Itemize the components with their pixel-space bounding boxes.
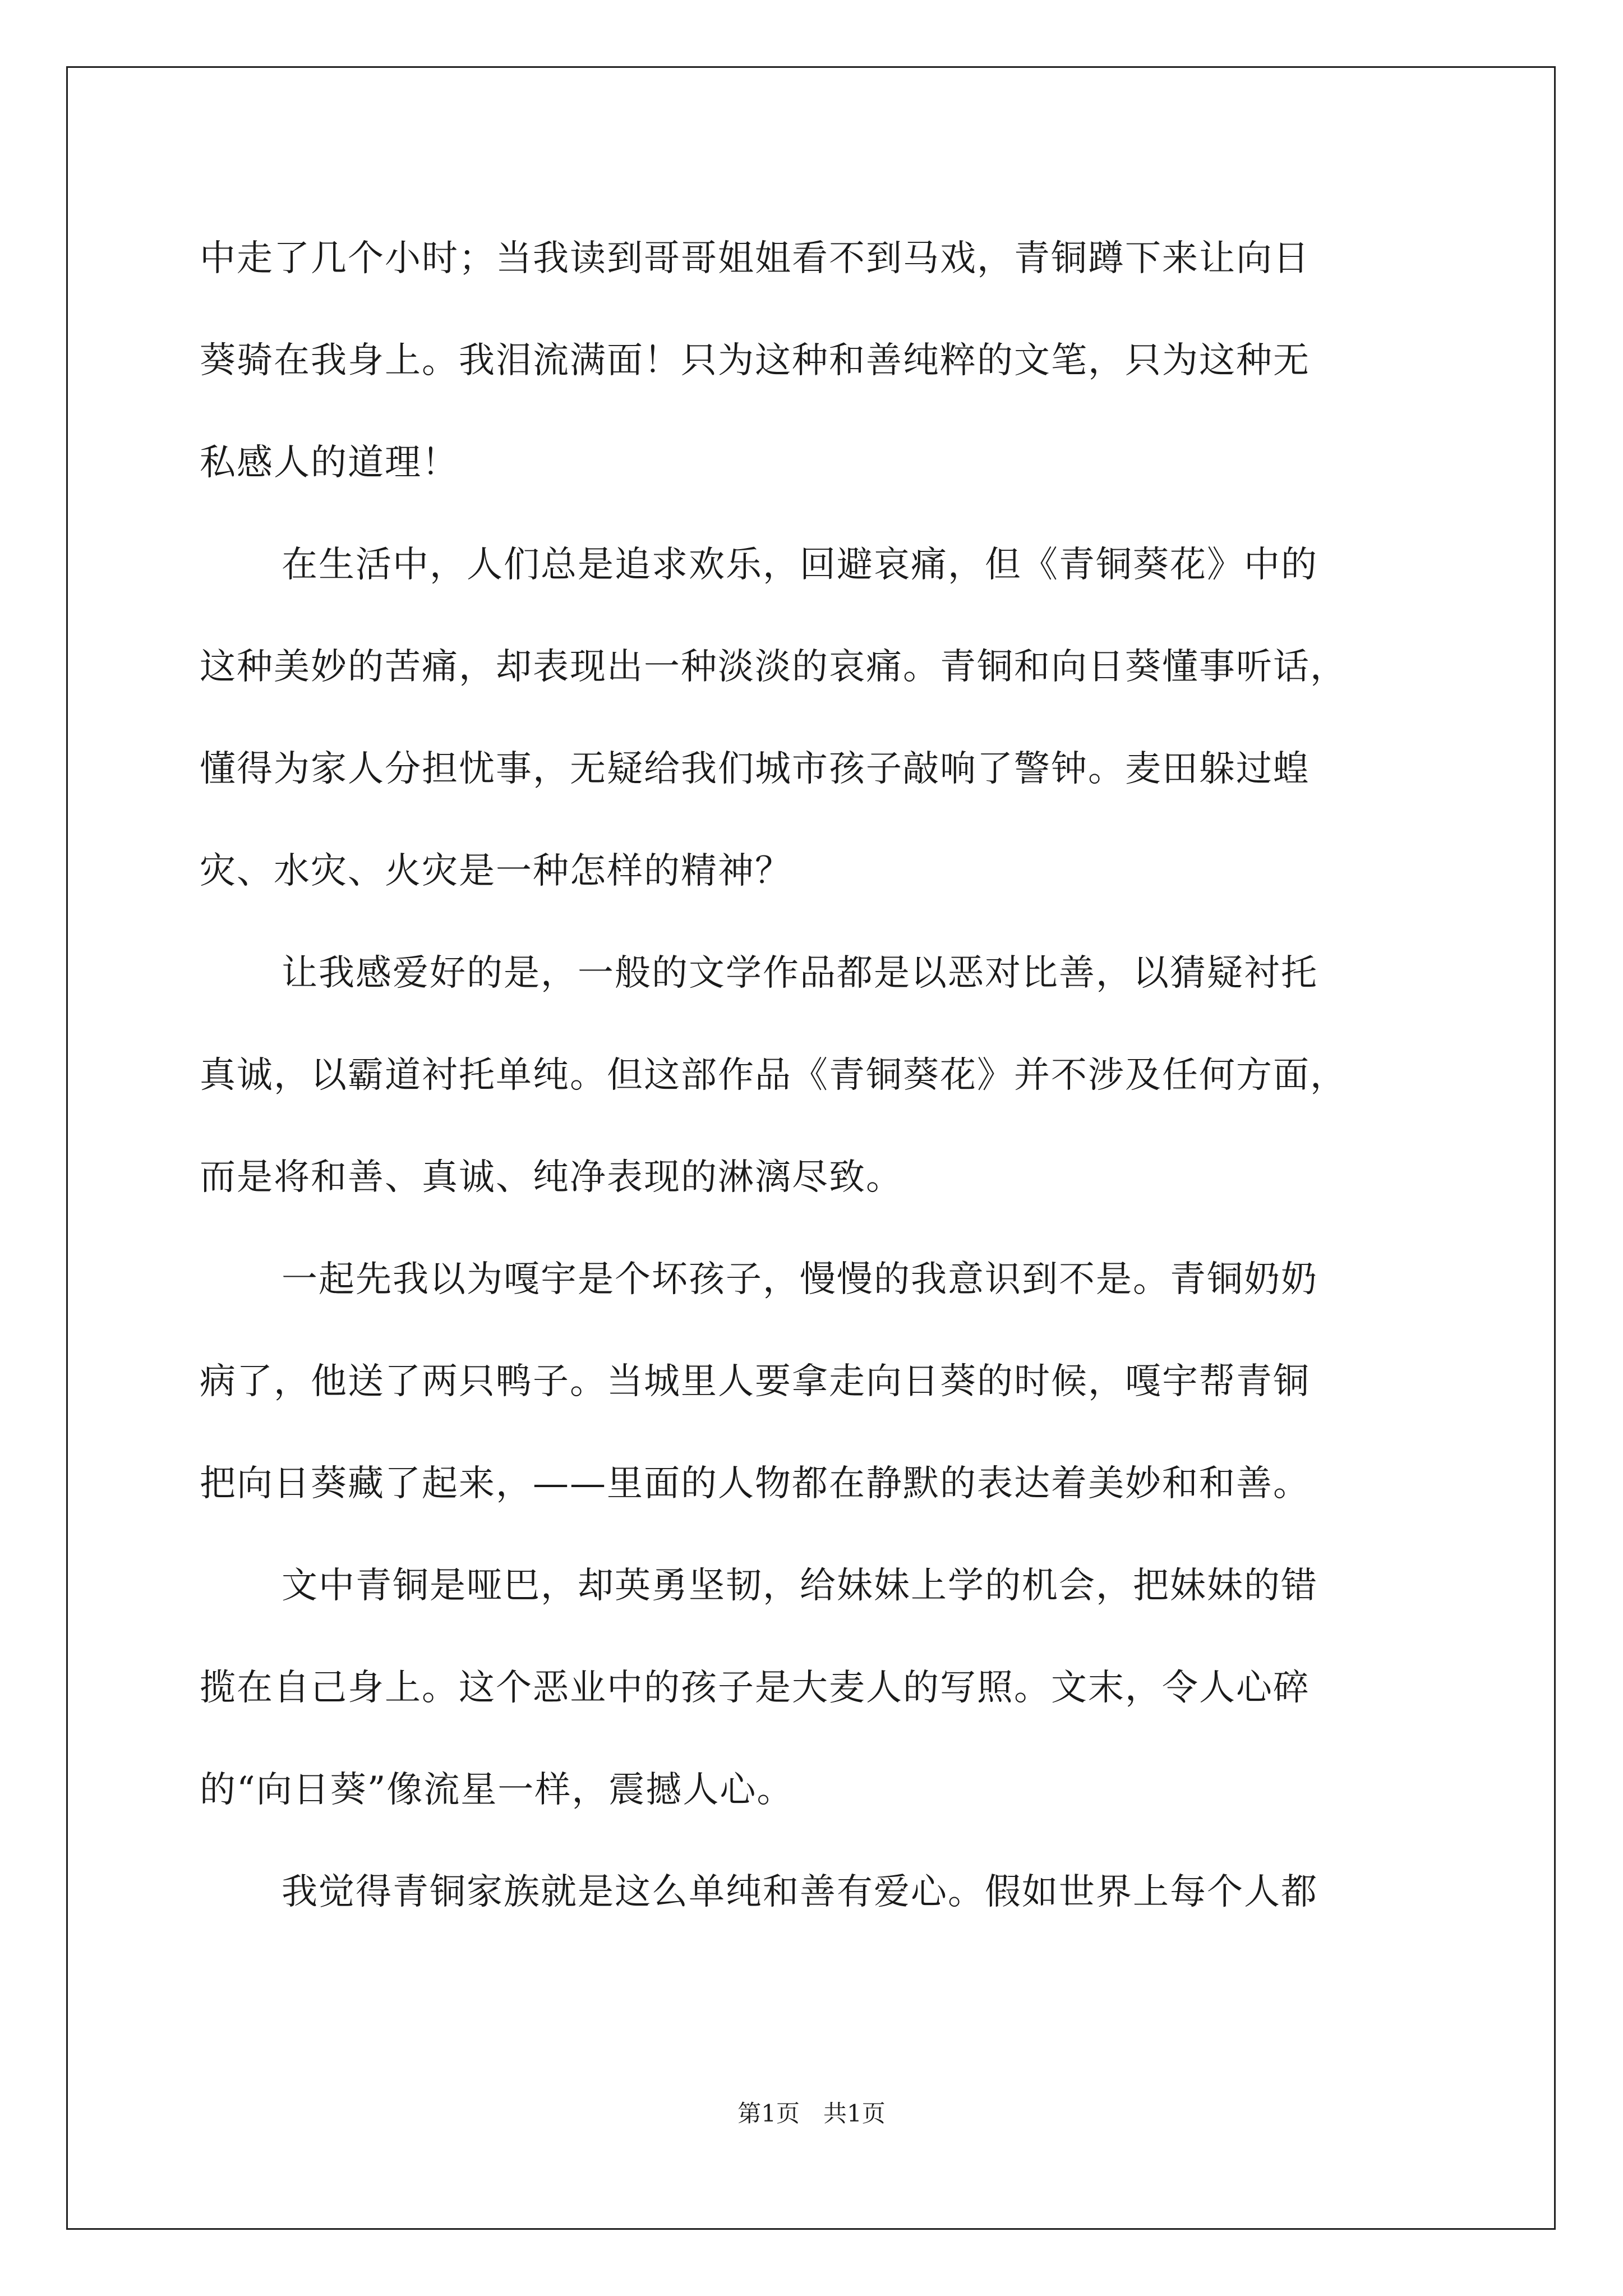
document-body	[200, 208, 1433, 1943]
text-line: 这种美妙的苦痛，却表现出一种淡淡的哀痛。青铜和向日葵懂事听话，	[200, 646, 1347, 688]
text-line: 病了，他送了两只鸭子。当城里人要拿走向日葵的时候，嘎宇帮青铜	[200, 1361, 1310, 1402]
text-line: 中走了几个小时；当我读到哥哥姐姐看不到马戏，青铜蹲下来让向日	[200, 238, 1310, 279]
text-line: 葵骑在我身上。我泪流满面！只为这种和善纯粹的文笔，只为这种无	[200, 340, 1310, 381]
text-line: 灾、水灾、火灾是一种怎样的精神？	[200, 850, 792, 892]
text-line: 真诚，以霸道衬托单纯。但这部作品《青铜葵花》并不涉及任何方面，	[200, 1055, 1347, 1096]
paragraph	[200, 514, 1433, 922]
text-line: 我觉得青铜家族就是这么单纯和善有爱心。假如世界上每个人都	[282, 1871, 1318, 1913]
text-line: 揽在自己身上。这个恶业中的孩子是大麦人的写照。文末，令人心碎	[200, 1667, 1310, 1709]
page-number-footer: 第1页 共1页	[737, 2100, 886, 2127]
text-line: 而是将和善、真诚、纯净表现的淋漓尽致。	[200, 1157, 903, 1198]
paragraph	[200, 208, 1433, 514]
text-line: 让我感爱好的是，一般的文学作品都是以恶对比善，以猜疑衬托	[282, 953, 1318, 994]
text-line: 的“向日葵”像流星一样，震撼人心。	[200, 1769, 794, 1811]
text-line: 一起先我以为嘎宇是个坏孩子，慢慢的我意识到不是。青铜奶奶	[282, 1259, 1318, 1300]
text-line: 懂得为家人分担忧事，无疑给我们城市孩子敲响了警钟。麦田躲过蝗	[200, 748, 1310, 790]
text-line: 在生活中，人们总是追求欢乐，回避哀痛，但《青铜葵花》中的	[282, 544, 1318, 586]
text-line: 私感人的道理！	[200, 442, 459, 484]
text-line: 把向日葵藏了起来，——里面的人物都在静默的表达着美妙和和善。	[200, 1463, 1310, 1504]
paragraph	[200, 1228, 1433, 1535]
paragraph	[200, 1841, 1433, 1943]
paragraph	[200, 922, 1433, 1228]
text-line: 文中青铜是哑巴，却英勇坚韧，给妹妹上学的机会，把妹妹的错	[282, 1565, 1318, 1607]
paragraph	[200, 1535, 1433, 1841]
